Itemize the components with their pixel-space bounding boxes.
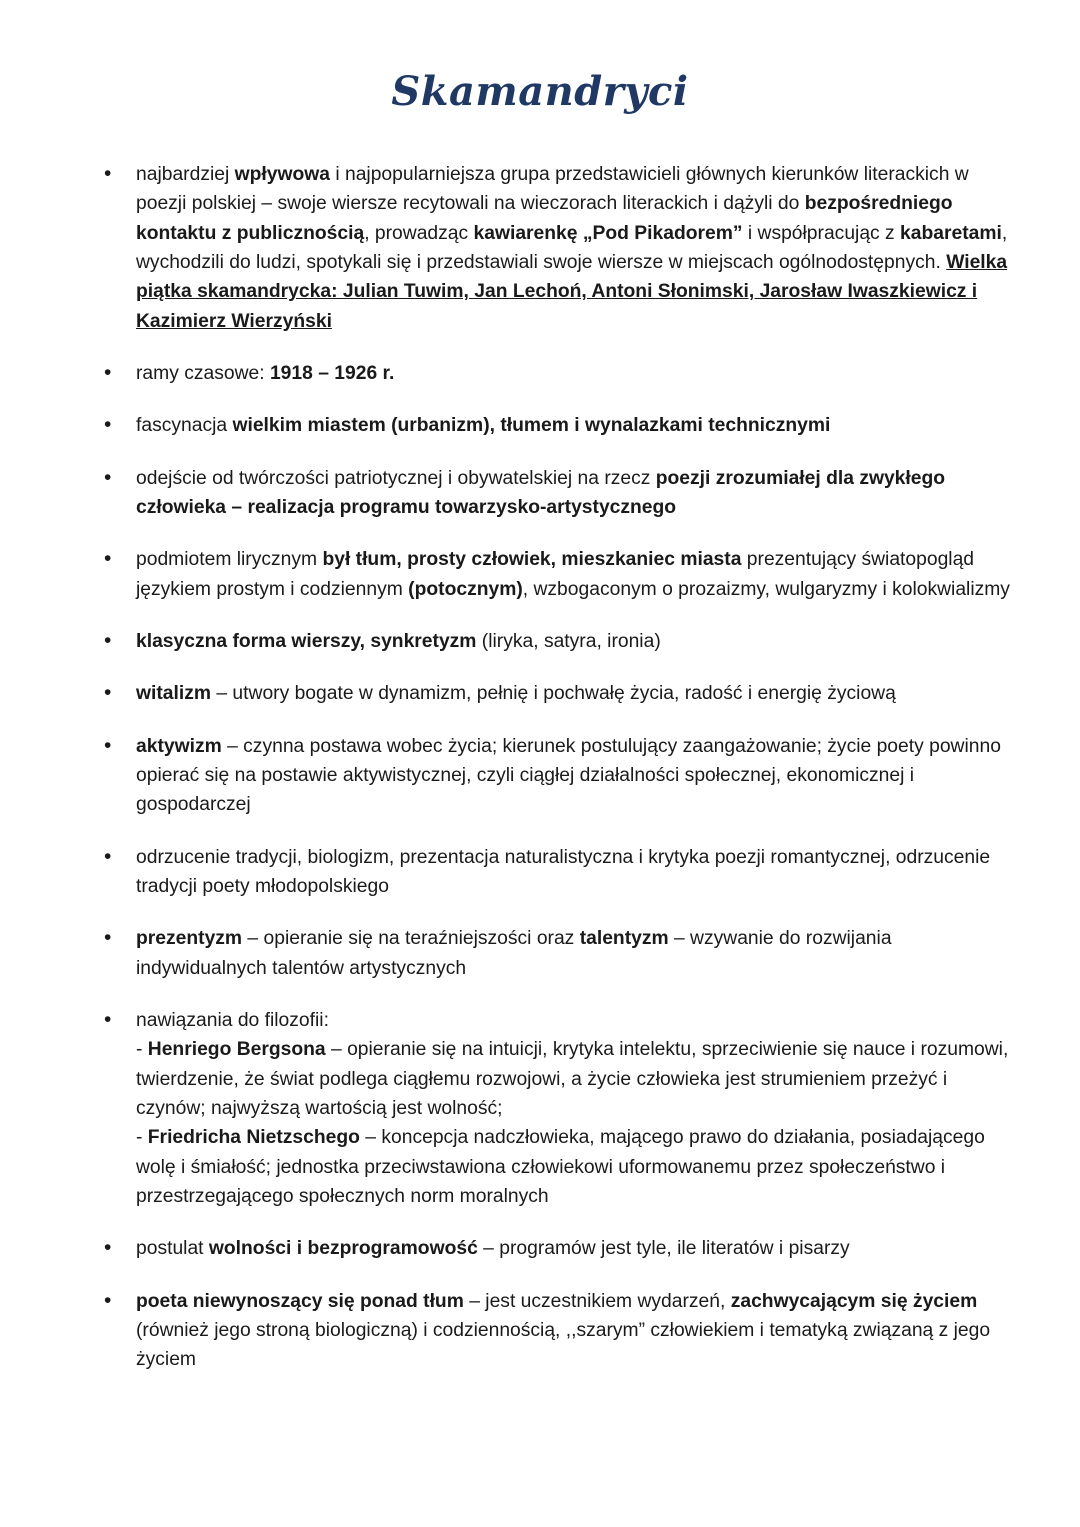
text-segment: Wielka piątka skamandrycka: Julian Tuwim, Jan Lechoń, Antoni Słonimski, Jarosław Iwaszkiewicz i Kazimierz Wierzyński — [136, 251, 1008, 332]
text-segment: wielkim miastem (urbanizm), tłumem i wynalazkami technicznymi — [232, 415, 831, 437]
bullet-ramy-czasowe — [100, 359, 1018, 388]
bullet-prezentyzm — [100, 924, 1018, 983]
bullet-fascynacja — [100, 411, 1018, 440]
text-segment: – utwory bogate w dynamizm, pełnię i pochwałę życia, radość i energię życiową — [211, 683, 896, 705]
bullet-podmiot-liryczny — [100, 545, 1018, 604]
bullet-klasyczna-forma — [100, 627, 1018, 656]
text-segment: – opieranie się na intuicji, krytyka intelektu, sprzeciwienie się nauce i rozumowi, twierdzenie, że świat podlega ciągłemu rozwojowi, a życie człowieka jest strumieniem przeżyć i czynów; najwyższą wartością jest wolność; — [136, 1039, 1009, 1119]
text-segment: – opieranie się na teraźniejszości oraz — [242, 928, 580, 950]
text-segment: , prowadząc — [364, 222, 474, 244]
bullet-odrzucenie-tradycji — [100, 843, 1018, 902]
text-segment: (liryka, satyra, ironia) — [476, 630, 661, 652]
bullet-odejscie — [100, 464, 1018, 523]
text-segment: poeta niewynoszący się ponad tłum — [136, 1290, 464, 1312]
text-segment: - — [136, 1127, 148, 1149]
text-segment: 1918 – 1926 r. — [269, 362, 395, 384]
text-segment: (potocznym) — [408, 578, 523, 600]
text-segment: kawiarenkę „Pod Pikadorem” — [473, 222, 743, 244]
text-segment: , wychodzili do ludzi, spotykali się i przedstawiali swoje wiersze w miejscach ogólnodostępnych. — [136, 222, 1008, 273]
text-segment: witalizm — [136, 683, 211, 705]
text-segment: prezentujący światopogląd językiem prostym i codziennym — [136, 549, 975, 600]
text-segment: podmiotem lirycznym — [136, 549, 323, 571]
text-segment: talentyzm — [579, 928, 669, 950]
text-segment: - — [136, 1039, 148, 1061]
text-segment: i współpracując z — [742, 222, 901, 244]
text-segment: (również jego stroną biologiczną) i codziennością, ,,szarym” człowiekiem i tematyką związaną z jego życiem — [136, 1319, 991, 1371]
bullet-poeta-niewynoszacy — [100, 1287, 1018, 1375]
page-title: Skamandryci — [391, 68, 689, 115]
bullet-grupa — [100, 160, 1018, 336]
text-segment: poezji zrozumiałej dla zwykłego człowieka – realizacja programu towarzysko-artystycznego — [136, 467, 946, 518]
bullet-postulat-wolnosci — [100, 1234, 1018, 1263]
text-segment: Henriego Bergsona — [147, 1039, 326, 1061]
text-segment: odejście od twórczości patriotycznej i obywatelskiej na rzecz — [136, 467, 656, 489]
text-segment: bezpośredniego kontaktu z publicznością — [136, 193, 953, 244]
text-segment: Friedricha Nietzschego — [147, 1127, 360, 1149]
text-segment: – czynna postawa wobec życia; kierunek postulujący zaangażowanie; życie poety powinno opierać się na postawie aktywistycznej, czyli ciągłej działalności społecznej, ekonomicznej i gospodarczej — [136, 735, 1001, 816]
text-segment: fascynacja — [136, 415, 233, 437]
text-segment: był tłum, prosty człowiek, mieszkaniec miasta — [322, 549, 742, 571]
text-segment: – koncepcja nadczłowieka, mającego prawo do działania, posiadającego wolę i śmiałość; jednostka przeciwstawiona człowiekowi uformowanemu przez społeczeństwo i przestrzegającego społecznych norm moralnych — [136, 1127, 985, 1207]
text-segment: – programów jest tyle, ile literatów i pisarzy — [477, 1238, 850, 1260]
text-segment: aktywizm — [136, 735, 222, 757]
text-segment: klasyczna forma wierszy, synkretyzm — [136, 630, 477, 652]
bullet-aktywizm — [100, 732, 1018, 820]
text-segment: i najpopularniejsza grupa przedstawicieli głównych kierunków literackich w poezji polskiej – swoje wiersze recytowali na wieczorach literackich i dążyli do — [136, 164, 969, 215]
text-segment: – wzywanie do rozwijania indywidualnych talentów artystycznych — [136, 928, 892, 979]
text-segment: , wzbogaconym o prozaizmy, wulgaryzmy i kolokwializmy — [522, 578, 1010, 600]
notes-list — [62, 160, 1018, 1375]
text-segment: prezentyzm — [136, 928, 243, 950]
text-segment: wolności i bezprogramowość — [208, 1238, 478, 1260]
bullet-filozofia — [100, 1006, 1018, 1211]
text-segment: najbardziej — [136, 164, 235, 185]
bullet-witalizm — [100, 679, 1018, 708]
text-segment: kabaretami — [900, 222, 1002, 244]
text-segment: nawiązania do filozofii: — [136, 1009, 329, 1031]
text-segment: zachwycającym się życiem — [730, 1290, 978, 1312]
text-segment: – jest uczestnikiem wydarzeń, — [463, 1290, 731, 1312]
text-segment: odrzucenie tradycji, biologizm, prezentacja naturalistyczna i krytyka poezji romantycznej, odrzucenie tradycji poety młodopolskiego — [136, 846, 991, 897]
text-segment: wpływowa — [234, 164, 330, 185]
text-segment: ramy czasowe: — [136, 362, 270, 384]
text-segment: postulat — [136, 1238, 209, 1260]
